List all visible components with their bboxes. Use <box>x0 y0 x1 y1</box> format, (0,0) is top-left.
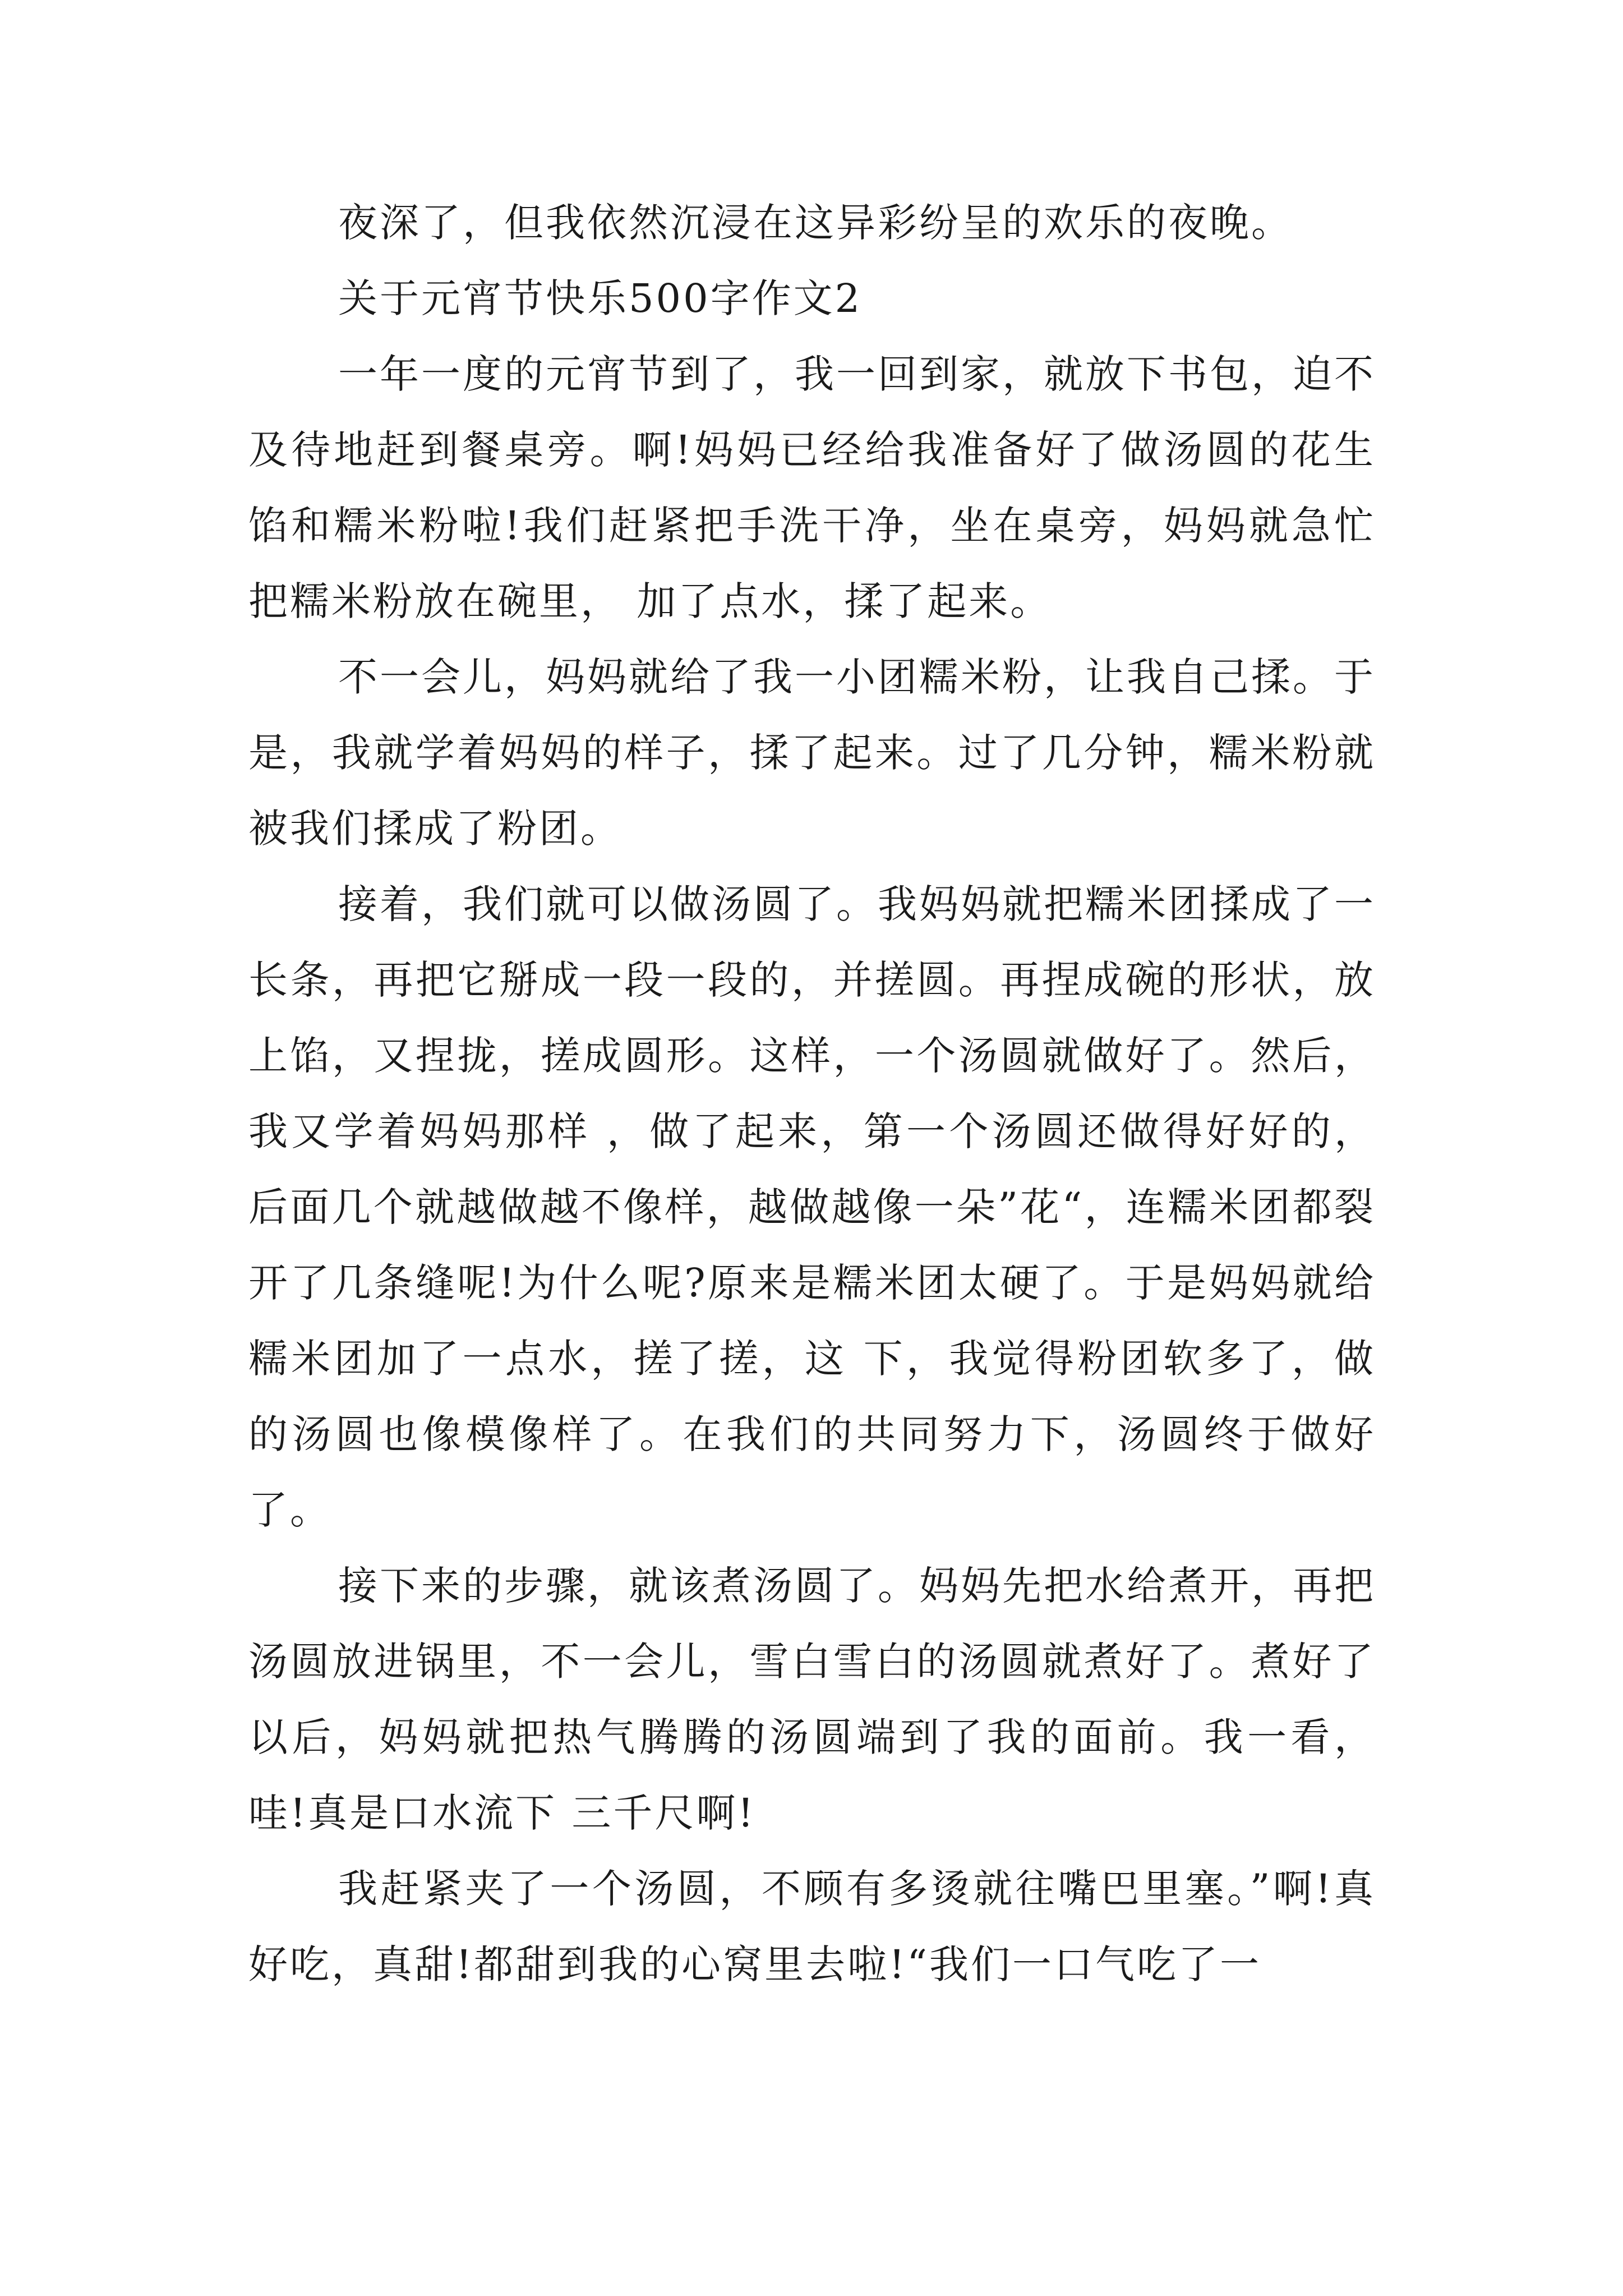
paragraph-boiling: 接下来的步骤，就该煮汤圆了。妈妈先把水给煮开，再把汤圆放进锅里，不一会儿，雪白雪白的汤圆就煮好了。煮好了以后，妈妈就把热气腾腾的汤圆端到了我的面前。我一看，哇!真是口水流下 三千尺啊! <box>248 1563 1376 1836</box>
paragraph-eating: 我赶紧夹了一个汤圆，不顾有多烫就往嘴巴里塞。”啊!真好吃，真甜!都甜到我的心窝里去啦!“我们一口气吃了一 <box>248 1866 1376 1987</box>
document-body <box>248 185 1376 2003</box>
paragraph-shaping: 接着，我们就可以做汤圆了。我妈妈就把糯米团揉成了一长条，再把它掰成一段一段的，并搓圆。再捏成碗的形状，放上馅，又捏拢，搓成圆形。这样，一个汤圆就做好了。然后，我又学着妈妈那样 ，做了起来，第一个汤圆还做得好好的，后面几个就越做越不像样，越做越像一朵”花“，连糯米团都裂开了几条缝呢!为什么呢?原来是糯米团太硬了。于是妈妈就给糯米团加了一点水，搓了搓，这 下，我觉得粉团软多了，做的汤圆也像模像样了。在我们的共同努力下，汤圆终于做好了。 <box>248 881 1376 1533</box>
paragraph-closing-line: 夜深了，但我依然沉浸在这异彩纷呈的欢乐的夜晚。 <box>338 200 1293 246</box>
essay-heading: 关于元宵节快乐500字作文2 <box>338 275 863 321</box>
paragraph-arrival: 一年一度的元宵节到了，我一回到家，就放下书包，迫不及待地赶到餐桌旁。啊!妈妈已经给我准备好了做汤圆的花生馅和糯米粉啦!我们赶紧把手洗干净，坐在桌旁，妈妈就急忙把糯米粉放在碗里， 加了点水，揉了起来。 <box>248 351 1376 624</box>
paragraph-kneading: 不一会儿，妈妈就给了我一小团糯米粉，让我自己揉。于是，我就学着妈妈的样子，揉了起来。过了几分钟，糯米粉就被我们揉成了粉团。 <box>248 654 1376 852</box>
